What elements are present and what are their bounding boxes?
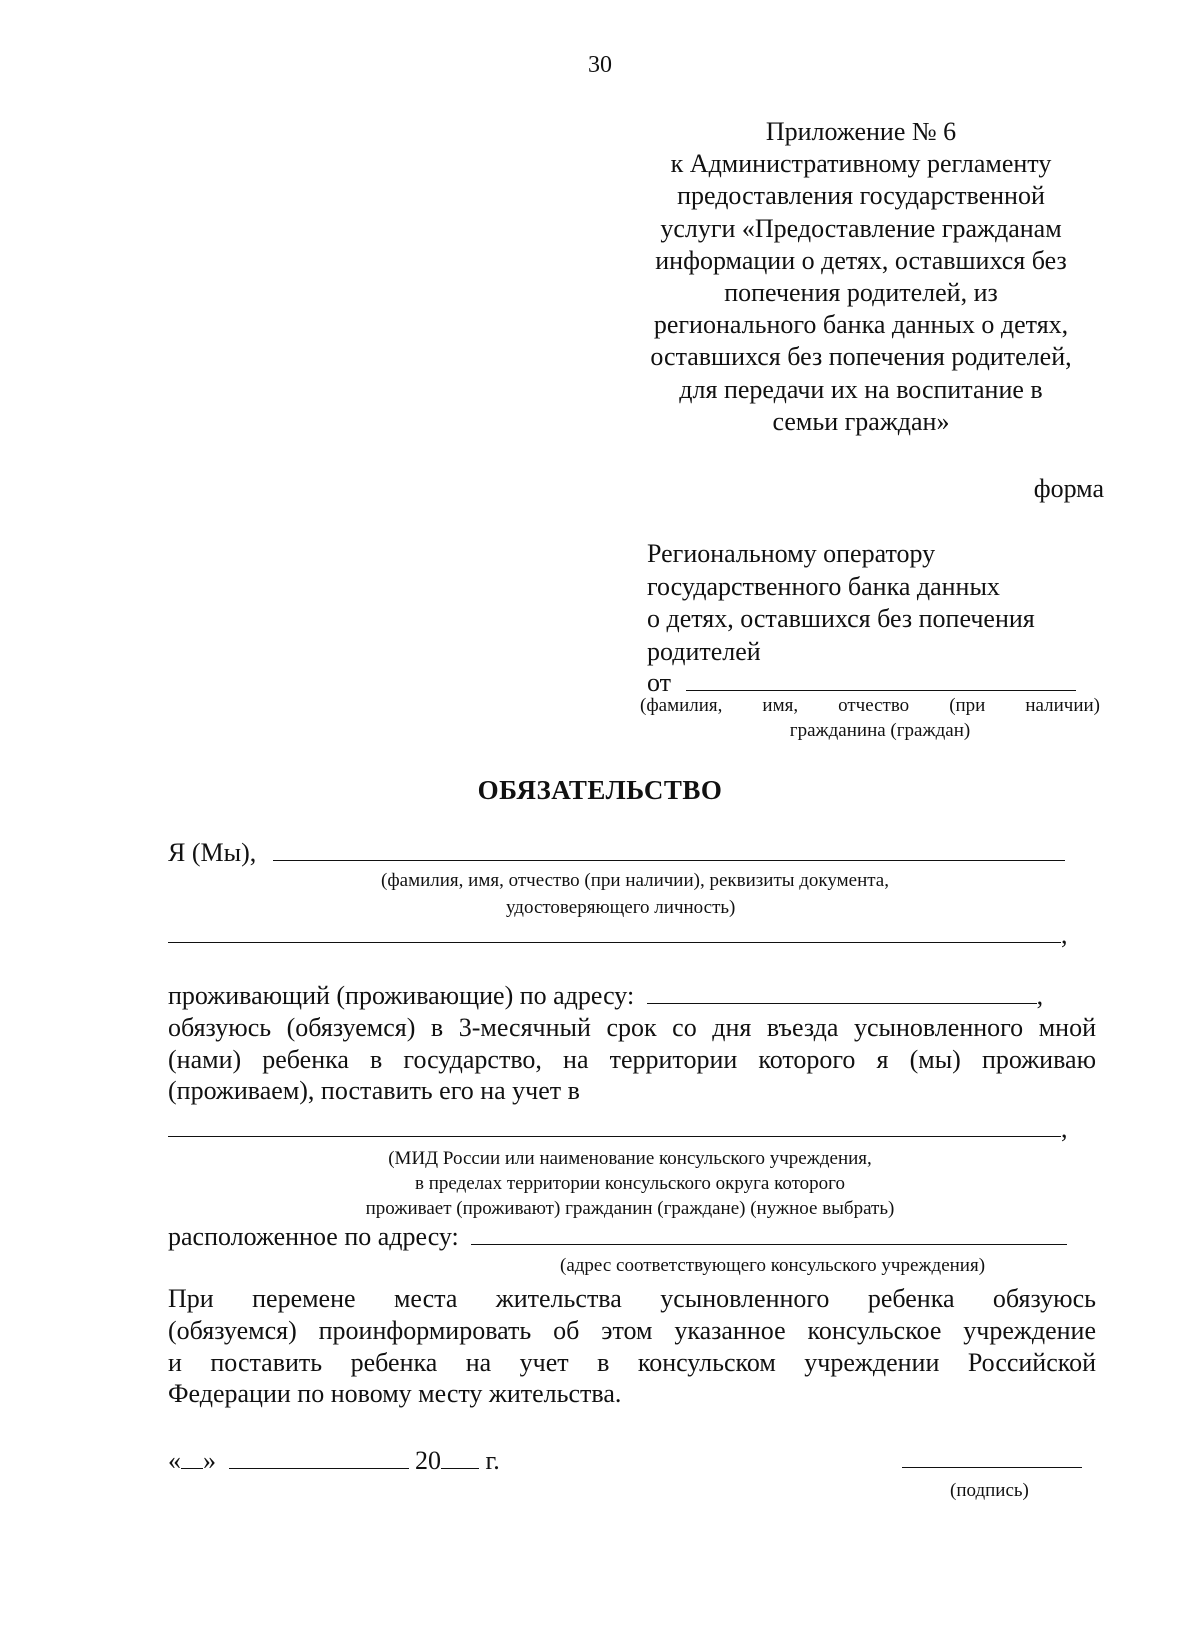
annex-line: для передачи их на воспитание в: [679, 374, 1043, 404]
date-open-quote: «: [168, 1446, 181, 1475]
commitment-line: (нами) ребенка в государство, на территории которого я (мы) проживаю: [168, 1045, 1096, 1074]
mid-hint-line3: проживает (проживают) гражданин (граждане) (нужное выбрать): [365, 1198, 895, 1219]
person-continuation-field: [168, 920, 1068, 950]
residing-blank-line[interactable]: [647, 1003, 1037, 1004]
commitment-line: (проживаем), поставить его на учет в: [168, 1076, 580, 1105]
from-label: от: [647, 668, 672, 697]
change-line: При перемене места жительства усыновленного ребенка обязуюсь: [168, 1284, 1096, 1313]
from-field: [647, 668, 1083, 698]
change-line: Федерации по новому месту жительства.: [168, 1379, 622, 1408]
i-we-label: Я (Мы),: [168, 838, 257, 867]
annex-line: информации о детях, оставшихся без: [655, 245, 1067, 275]
mid-hint-line2: в пределах территории консульского округа которого: [415, 1173, 845, 1194]
addressee-line: государственного банка данных: [647, 571, 1000, 601]
residing-field: [168, 981, 1043, 1011]
month-blank-line[interactable]: [229, 1468, 409, 1469]
addressee-line: о детях, оставшихся без попечения: [647, 604, 1035, 633]
date-close-quote: »: [203, 1446, 216, 1475]
day-blank-line[interactable]: [181, 1468, 203, 1469]
person-continuation-line[interactable]: [168, 942, 1061, 943]
from-hint-line2: гражданина (граждан): [789, 720, 971, 741]
comma: ,: [1036, 981, 1044, 1010]
mid-blank-line[interactable]: [168, 1136, 1061, 1137]
located-field: [168, 1222, 1067, 1252]
annex-line: предоставления государственной: [677, 181, 1045, 211]
annex-line: Приложение № 6: [765, 117, 957, 146]
change-line: (обязуемся) проинформировать об этом указанное консульское учреждение: [168, 1316, 1096, 1345]
person-hint-line1: (фамилия, имя, отчество (при наличии), реквизиты документа,: [381, 870, 889, 891]
mid-field: [168, 1114, 1068, 1144]
located-blank-line[interactable]: [471, 1244, 1067, 1245]
signature-blank-line[interactable]: [902, 1466, 1082, 1468]
person-hint-line2: удостоверяющего личность): [506, 897, 736, 918]
person-blank-line[interactable]: [273, 860, 1065, 861]
i-we-field: [168, 838, 1065, 868]
document-title: ОБЯЗАТЕЛЬСТВО: [477, 775, 723, 805]
annex-line: семьи граждан»: [772, 406, 950, 436]
page-number: 30: [588, 52, 612, 78]
change-line: и поставить ребенка на учет в консульском учреждении Российской: [168, 1348, 1096, 1377]
from-hint: [640, 695, 1100, 717]
address-hint: (адрес соответствующего консульского учреждения): [560, 1255, 986, 1276]
annex-line: к Административному регламенту: [670, 149, 1052, 179]
located-label: расположенное по адресу:: [168, 1222, 459, 1251]
comma: ,: [1061, 920, 1068, 949]
annex-line: попечения родителей, из: [724, 278, 998, 308]
date-field: [168, 1446, 500, 1476]
year-blank-line[interactable]: [441, 1468, 479, 1469]
signature-hint: (подпись): [950, 1480, 1029, 1501]
from-hint-word: имя,: [762, 695, 799, 716]
annex-line: услуги «Предоставление гражданам: [660, 213, 1062, 243]
from-hint-word: отчество: [838, 695, 910, 716]
year-prefix: 20: [415, 1446, 441, 1475]
form-label: форма: [1033, 474, 1104, 503]
commitment-line: обязуюсь (обязуемся) в 3-месячный срок со дня въезда усыновленного мной: [168, 1013, 1096, 1042]
annex-header: [640, 116, 1082, 438]
from-hint-word: (при: [949, 695, 986, 716]
from-hint-word: (фамилия,: [640, 695, 723, 716]
addressee-block: [647, 538, 1035, 668]
annex-line: оставшихся без попечения родителей,: [650, 342, 1072, 372]
year-suffix: г.: [485, 1446, 500, 1475]
from-blank-line[interactable]: [686, 690, 1076, 691]
mid-hint-line1: (МИД России или наименование консульского учреждения,: [388, 1148, 872, 1169]
annex-line: регионального банка данных о детях,: [653, 310, 1069, 340]
comma: ,: [1061, 1114, 1068, 1143]
addressee-line: родителей: [647, 636, 761, 666]
residing-label: проживающий (проживающие) по адресу:: [168, 981, 635, 1010]
addressee-line: Региональному оператору: [647, 539, 936, 568]
from-hint-word: наличии): [1025, 695, 1100, 716]
